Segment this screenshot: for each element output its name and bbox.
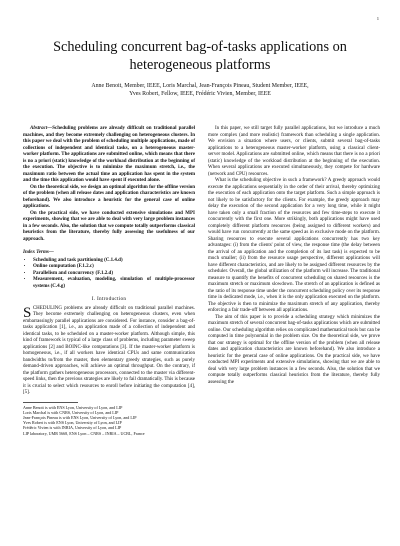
section-heading: I. Introduction bbox=[91, 296, 127, 302]
footnotes bbox=[23, 405, 195, 436]
left-column bbox=[23, 126, 195, 436]
abstract-label: Abstract bbox=[30, 126, 48, 131]
abstract-paragraph: On the theoretical side, we design an optimal algorithm for the offline version of the problem (when all release dates and application characteristics are known beforehand). We also introduce a heuristic for the general case of online applications. bbox=[23, 184, 195, 209]
index-terms-list bbox=[23, 258, 195, 291]
right-column bbox=[208, 126, 380, 386]
footnote: Jean-François Pineau is with ENS Lyon, University of Lyon, and LIP bbox=[23, 414, 137, 420]
index-term: • Scheduling and task partitioning (C.1.4.d) bbox=[33, 258, 195, 265]
author-line: Yves Robert, Fellow, IEEE, Frédéric Vivien, Member, IEEE bbox=[129, 91, 271, 98]
index-terms-label: Index Terms bbox=[23, 250, 49, 255]
index-terms: Index Terms— • Scheduling and task partitioning (C.1.4.d) • Online computation (F.1.2.c) • Parallelism and concurrency (F.1.2.d) • Measurement, evaluation, modeling, simulation of multiple-processor systems (C.4.g) bbox=[23, 250, 195, 290]
index-term: • Online computation (F.1.2.c) bbox=[33, 264, 195, 271]
paper-title: Scheduling concurrent bag-of-tasks applications on heterogeneous platforms bbox=[53, 39, 347, 73]
footnote: LIP laboratory, UMR 5668, ENS Lyon – CNRS – INRIA – UCBL, France bbox=[23, 430, 145, 436]
index-term: • Parallelism and concurrency (F.1.2.d) bbox=[33, 271, 195, 278]
author-line: Anne Benoit, Member, IEEE, Loris Marchal, Jean-François Pineau, Student Member, IEEE, bbox=[91, 83, 309, 89]
abstract-paragraph: Abstract—Scheduling problems are already difficult on traditional parallel machines, and they become extremely challenging on heterogeneous clusters. In this paper we deal with the problem of scheduling multiple applications, made of collections of independent and identical tasks, on a heterogeneous master-worker platform. The applications are submitted online, which means that there is no a priori (static) knowledge of the workload distribution at the beginning of the execution. The objective is to minimize the maximum stretch, i.e., the maximum ratio between the actual time an application has spent in the system and the time this application would have spent if executed alone. bbox=[23, 126, 195, 183]
abstract bbox=[23, 126, 195, 243]
page-number: 1 bbox=[376, 16, 379, 21]
body-paragraph: What is the scheduling objective in such a framework? A greedy approach would execute the applications sequentially in the order of their arrival, thereby optimizing the execution of each application onto the target platform. Such a simple approach is not likely to be satisfactory for the clients. For example, the greedy approach may delay the execution of the second application for a very long time, while it might have taken only a small fraction of the resources and few time-steps to execute it concurrently with the first one. More strikingly, both applications might have used completely different platform resources (being assigned to different workers) and would have run concurrently at the same speed as in exclusive mode on the platform. Sharing resources to execute several applications concurrently has two key advantages: (i) from the clients' point of view, the response time (the delay between the arrival of an application and the completion of its last task) is expected to be much smaller; (ii) from the resource usage perspective, different applications will have different characteristics, and are likely to be assigned different resources by the scheduler. Overall, the global utilization of the platform will increase. The traditional measure to quantify the benefits of concurrent scheduling on shared resources is the maximum stretch or maximum slowdown. The stretch of an application is defined as the ratio of its response time under the concurrent scheduling policy over its response time in dedicated mode, i.e., when it is the only application executed on the platform. The objective is then to minimize the maximum stretch of any application, thereby enforcing a fair trade-off between all applications. bbox=[208, 178, 380, 313]
body-paragraph: The aim of this paper is to provide a scheduling strategy which minimizes the maximum stretch of several concurrent bag-of-tasks applications which are submitted online. Our scheduling algorithm relies on complicated mathematical tools but can be computed in time polynomial in the problem size. On the theoretical side, we prove that our strategy is optimal for the offline version of the problem (when all release dates and application characteristics are known beforehand). We also introduce a heuristic for the general case of online applications. On the practical side, we have conducted MPI experiments and extensive simulations, showing that we are able to deal with very large problem instances in a few seconds. Also, the solution that we compute totally outperforms classical heuristics from the literature, thereby fully assessing the bbox=[208, 314, 380, 385]
footnote: Anne Benoit is with ENS Lyon, University of Lyon, and LIP bbox=[23, 404, 123, 410]
intro-paragraph: SCHEDULING problems are already difficult on traditional parallel machines. They become extremely challenging on heterogeneous clusters, even when embarrassingly parallel applications are considered. For instance, consider a bag-of-tasks application [1], i.e., an application made of a collection of independent and identical tasks, to be scheduled on a master-worker platform. Although simple, this kind of framework is typical of a large class of problems, including parameter sweep applications [2] and BOINC-like computations [3]. If the master-worker platform is homogeneous, i.e., if all workers have identical CPUs and same communication bandwidths to/from the master, then elementary greedy strategies, such as purely demand-driven approaches, will achieve an optimal throughput. On the contrary, if the platform gathers heterogeneous processors, connected to the master via different-speed links, then the previous strategies are likely to fail dramatically. This is because it is crucial to select which resources to enroll before initiating the computation [4], [5]. bbox=[23, 304, 195, 395]
footnote: Yves Robert is with ENS Lyon, University of Lyon, and LIP bbox=[23, 420, 122, 426]
abstract-paragraph: On the practical side, we have conducted extensive simulations and MPI experiments, showing that we are able to deal with very large problem instances in a few seconds. Also, the solution that we compute totally outperforms classical heuristics from the literature, thereby fully assessing the usefulness of our approach. bbox=[23, 210, 195, 242]
author-list bbox=[20, 82, 380, 99]
drop-cap: S bbox=[23, 304, 32, 321]
footnote: Frédéric Vivien is with INRIA, University of Lyon, and LIP bbox=[23, 425, 122, 431]
footnote-divider bbox=[23, 402, 78, 403]
body-paragraph: In this paper, we still target fully parallel applications, but we introduce a much more complex (and more realistic) framework than scheduling a single application. We envision a situation where users, or clients, submit several bag-of-tasks applications to a heterogeneous master-worker platform, using a classical client-server model. Applications are submitted online, which means that there is no a priori (static) knowledge of the workload distribution at the beginning of the execution. When several applications are executed simultaneously, they compete for hardware (network and CPU) resources. bbox=[208, 126, 380, 177]
footnote: Loris Marchal is with CNRS, University of Lyon, and LIP bbox=[23, 409, 119, 415]
index-term: • Measurement, evaluation, modeling, simulation of multiple-processor systems (C.4.g) bbox=[33, 277, 195, 290]
